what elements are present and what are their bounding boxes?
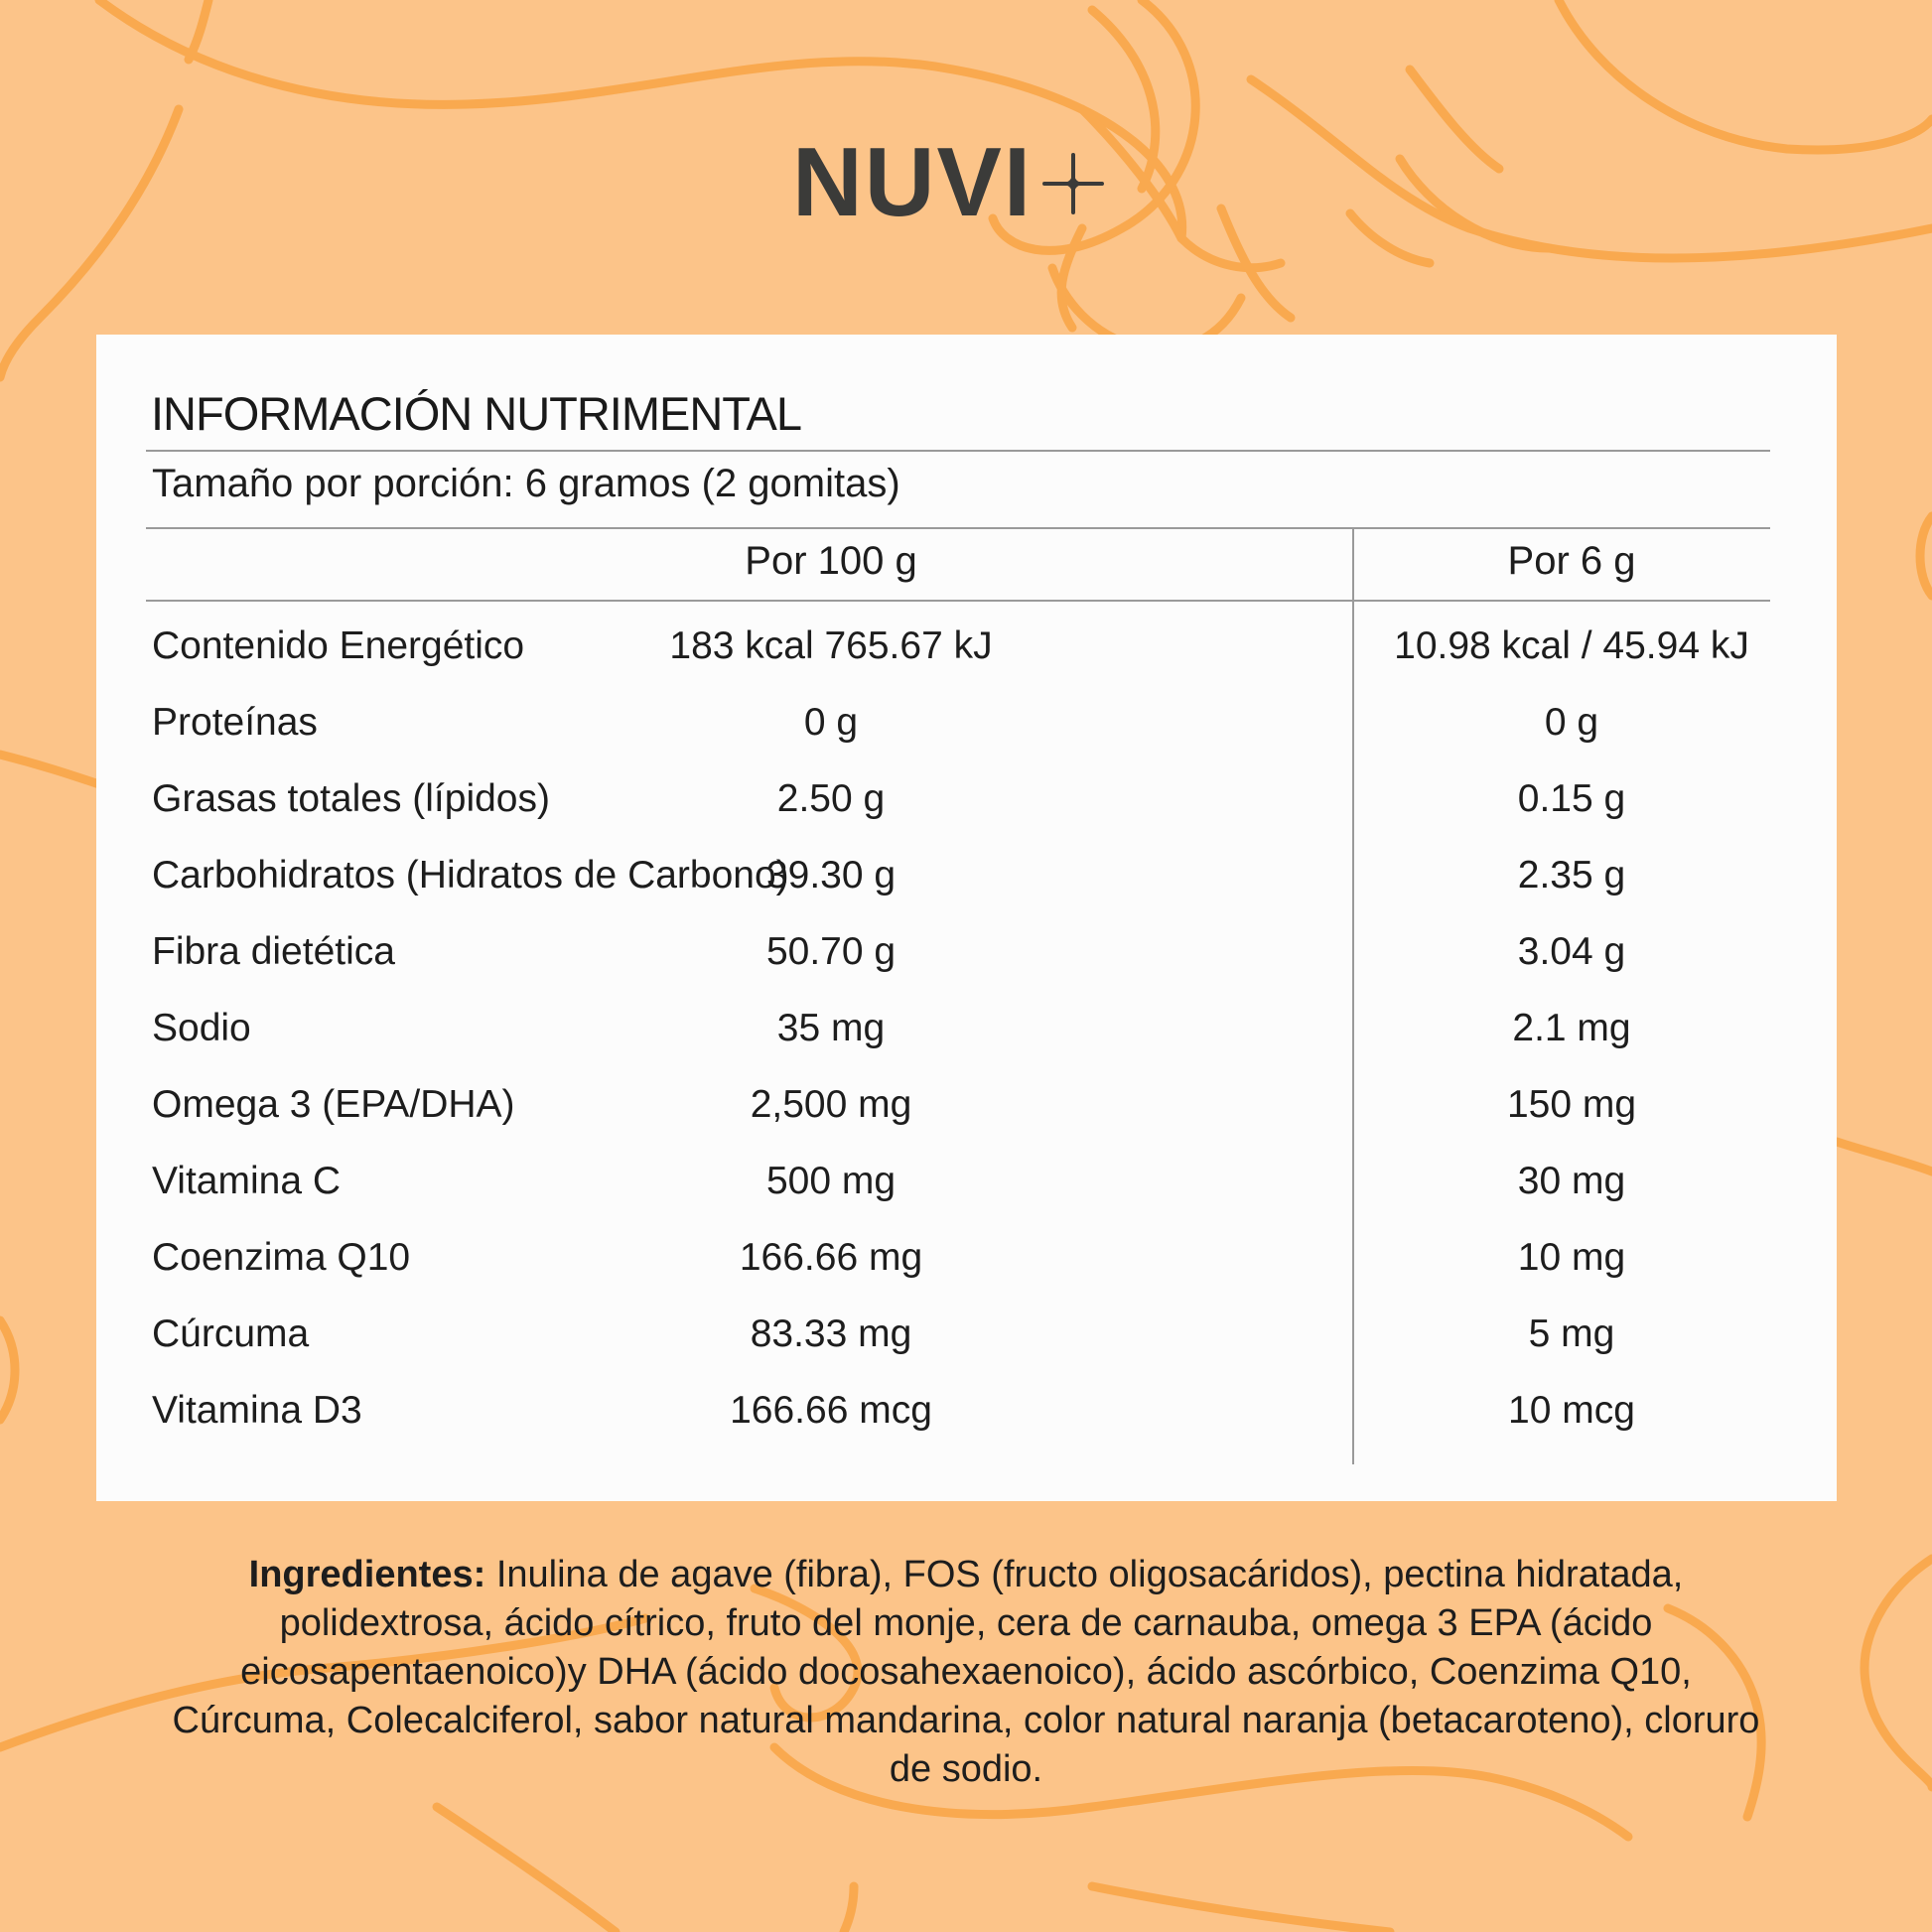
value-per-6g: 2.1 mg: [1512, 1007, 1631, 1049]
ingredients-label: Ingredientes:: [248, 1554, 486, 1595]
table-row: [96, 837, 1837, 913]
value-per-6g: 10 mcg: [1508, 1389, 1635, 1432]
value-per-100g: 166.66 mcg: [730, 1389, 932, 1432]
value-per-100g: 39.30 g: [765, 854, 897, 897]
value-per-100g: 183 kcal 765.67 kJ: [669, 624, 993, 667]
value-per-6g: 10.98 kcal / 45.94 kJ: [1394, 624, 1749, 667]
nutrient-name: Cúrcuma: [152, 1312, 310, 1355]
value-per-100g: 35 mg: [776, 1007, 886, 1049]
nutrient-name: Contenido Energético: [152, 624, 525, 667]
value-per-100g: 83.33 mg: [750, 1312, 912, 1355]
column-header-per-6g: Por 6 g: [1507, 539, 1636, 583]
brand-name: NUVI: [792, 127, 1034, 236]
value-per-6g: 2.35 g: [1517, 854, 1626, 897]
table-row: [96, 1219, 1837, 1296]
ingredients-text: [169, 1551, 1763, 1794]
divider-title: [146, 450, 1770, 452]
table-row: [96, 990, 1837, 1066]
value-per-100g: 166.66 mg: [739, 1236, 923, 1279]
table-row: [96, 1143, 1837, 1219]
value-per-6g: 0 g: [1544, 701, 1599, 744]
nutrient-name: Vitamina D3: [152, 1389, 362, 1432]
value-per-6g: 150 mg: [1506, 1083, 1637, 1126]
value-per-6g: 0.15 g: [1517, 777, 1626, 820]
table-row: [96, 608, 1837, 684]
value-per-6g: 3.04 g: [1517, 930, 1626, 973]
divider-header: [146, 600, 1770, 602]
table-row: [96, 760, 1837, 837]
value-per-100g: 500 mg: [765, 1160, 897, 1202]
nutrient-name: Sodio: [152, 1007, 251, 1049]
nutrition-facts-card: [96, 335, 1837, 1501]
ingredients-list: Inulina de agave (fibra), FOS (fructo oligosacáridos), pectina hidratada, polidextrosa, ácido cítrico, fruto del monje, cera de carnauba, omega 3 EPA (ácido eicosapentaenoico)y DHA (ácido docosahexaenoico), ácido ascórbico, Coenzima Q10, Cúrcuma, Colecalciferol, sabor natural mandarina, color natural naranja (betacaroteno), cloruro de sodio.: [172, 1554, 1760, 1790]
nutrient-name: Coenzima Q10: [152, 1236, 411, 1279]
nutrient-name: Omega 3 (EPA/DHA): [152, 1083, 515, 1126]
nutrient-name: Proteínas: [152, 701, 318, 744]
nutrient-name: Fibra dietética: [152, 930, 395, 973]
serving-size: Tamaño por porción: 6 gramos (2 gomitas): [152, 462, 900, 505]
nutrient-name: Carbohidratos (Hidratos de Carbono): [152, 854, 789, 897]
value-per-100g: 0 g: [803, 701, 859, 744]
table-row: [96, 913, 1837, 990]
table-row: [96, 1296, 1837, 1372]
value-per-100g: 50.70 g: [765, 930, 897, 973]
divider-serving: [146, 527, 1770, 529]
nutrient-name: Grasas totales (lípidos): [152, 777, 550, 820]
plus-star-icon: [1042, 153, 1104, 214]
value-per-6g: 30 mg: [1517, 1160, 1626, 1202]
table-row: [96, 684, 1837, 760]
value-per-100g: 2.50 g: [776, 777, 886, 820]
brand-logo: [792, 127, 1104, 236]
value-per-6g: 10 mg: [1517, 1236, 1626, 1279]
column-header-per-100g: Por 100 g: [745, 539, 917, 583]
value-per-100g: 2,500 mg: [750, 1083, 912, 1126]
table-row: [96, 1372, 1837, 1449]
nutrient-name: Vitamina C: [152, 1160, 342, 1202]
nutrition-title: INFORMACIÓN NUTRIMENTAL: [151, 387, 802, 440]
value-per-6g: 5 mg: [1528, 1312, 1615, 1355]
table-row: [96, 1066, 1837, 1143]
